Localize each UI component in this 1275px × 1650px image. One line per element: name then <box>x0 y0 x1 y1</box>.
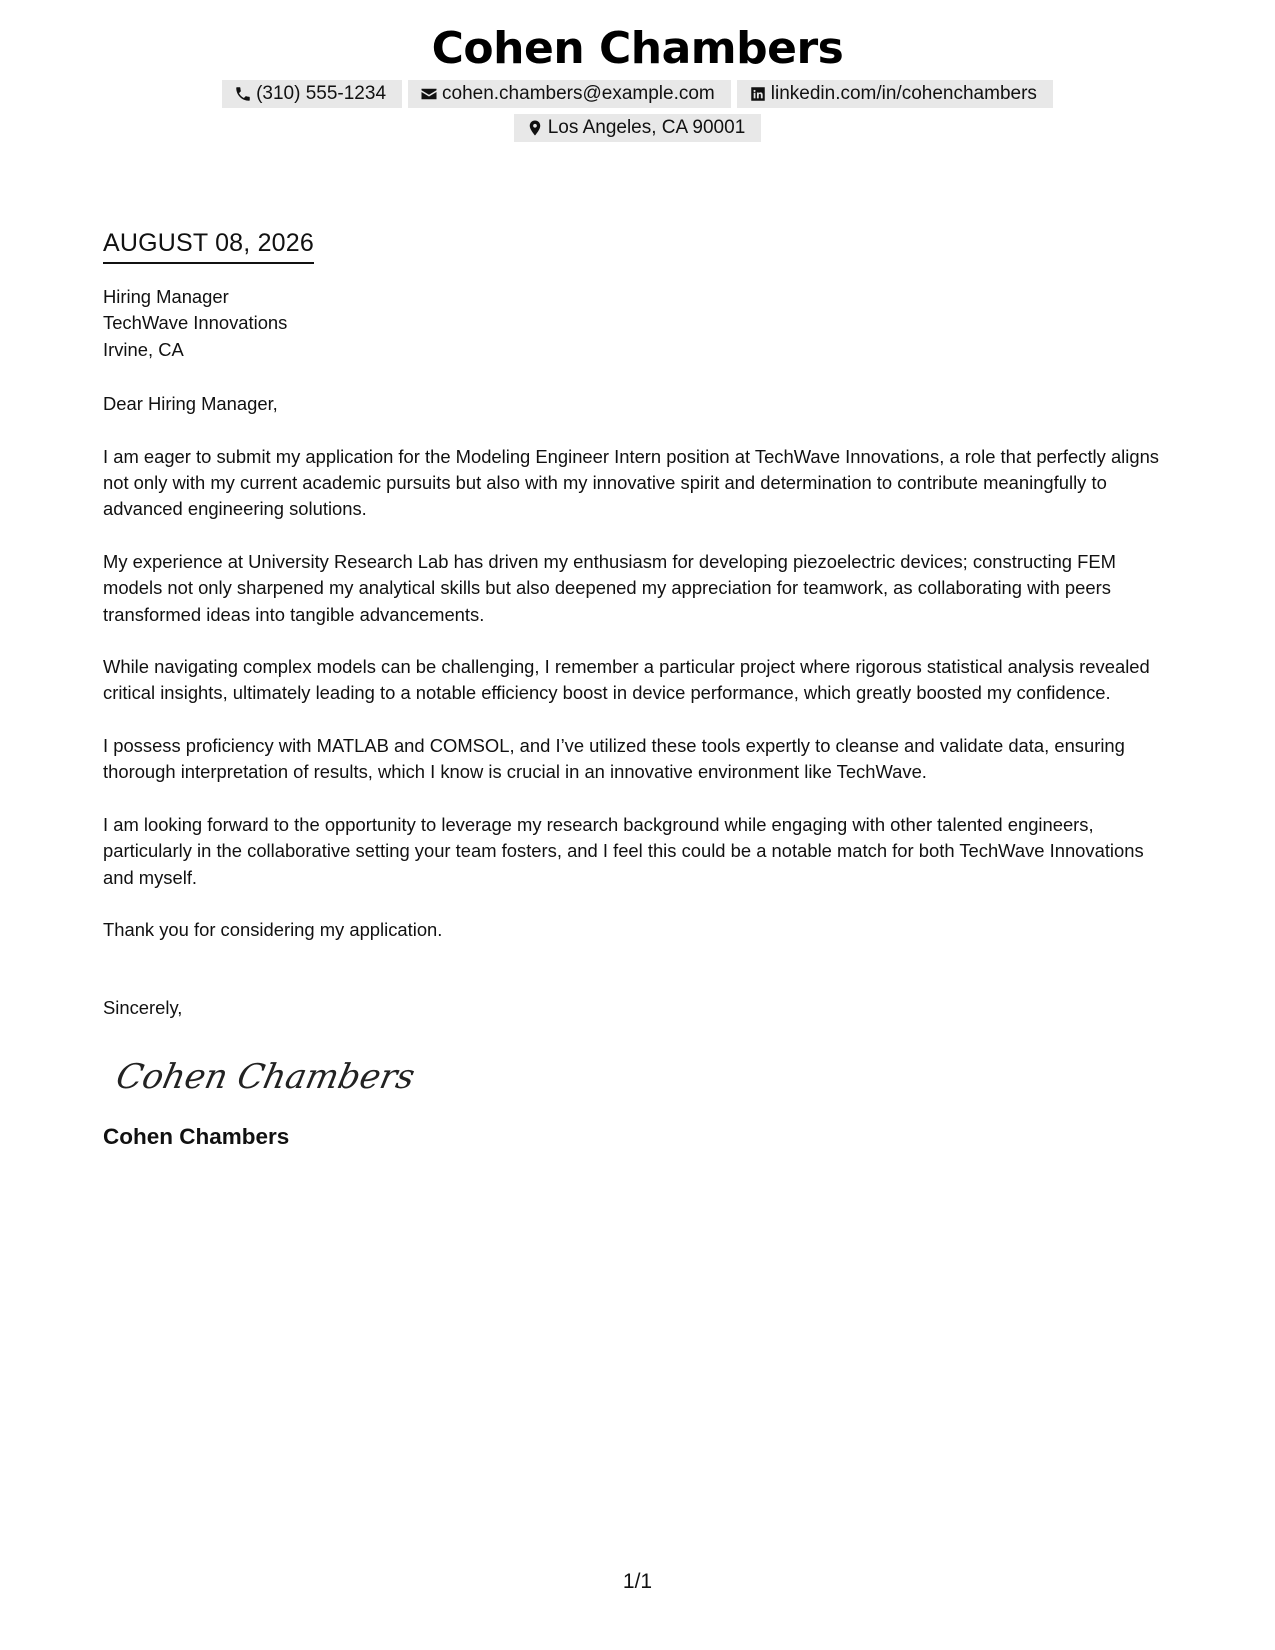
applicant-name: Cohen Chambers <box>431 23 844 74</box>
paragraph-2: My experience at University Research Lab has driven my enthusiasm for developing piezoelectric devices; constructing FEM models not only sharpened my analytical skills but also deepened my appreciation for teamwork, as collaborating with peers transformed ideas into tangible advancements. <box>103 550 1116 625</box>
paragraph-5: I am looking forward to the opportunity to leverage my research background while engaging with other talented engineers, particularly in the collaborative setting your team fosters, and I feel this could be a notable match for both TechWave Innovations and myself. <box>103 813 1144 888</box>
linkedin-icon <box>749 85 767 103</box>
recipient-company: TechWave Innovations <box>103 312 288 334</box>
map-marker-icon <box>526 119 544 137</box>
location-text: Los Angeles, CA 90001 <box>547 117 746 138</box>
closing: Sincerely, <box>103 997 183 1019</box>
linkedin-chip[interactable] <box>737 80 1053 108</box>
phone-text: (310) 555-1234 <box>256 83 387 104</box>
paragraph-4: I possess proficiency with MATLAB and COMSOL, and I’ve utilized these tools expertly to cleanse and validate data, ensuring thorough interpretation of results, which I know is crucial in an innovative environment like TechWave. <box>103 734 1125 783</box>
recipient-block <box>103 284 1173 363</box>
linkedin-text: linkedin.com/in/cohenchambers <box>770 83 1037 104</box>
letter-body <box>103 226 1173 1152</box>
envelope-icon <box>420 85 438 103</box>
phone-icon <box>234 85 252 103</box>
signature-script: Cohen Chambers <box>112 1057 419 1097</box>
paragraph-6: Thank you for considering my application. <box>103 918 443 940</box>
recipient-title: Hiring Manager <box>103 286 229 307</box>
phone-chip[interactable] <box>222 80 402 108</box>
handwritten-signature <box>111 1048 419 1104</box>
signature-image <box>111 1048 419 1104</box>
letter-header <box>0 22 1275 142</box>
recipient-location: Irvine, CA <box>103 338 184 360</box>
salutation: Dear Hiring Manager, <box>103 393 278 415</box>
page-number: 1/1 <box>622 1570 653 1593</box>
email-chip[interactable] <box>408 80 731 108</box>
paragraph-1: I am eager to submit my application for the Modeling Engineer Intern position at TechWave Innovations, a role that perfectly aligns not only with my current academic pursuits but also with my innovative spirit and determination to contribute meaningfully to advanced engineering solutions. <box>103 445 1159 520</box>
contact-bar <box>208 80 1068 142</box>
paragraph-3: While navigating complex models can be challenging, I remember a particular project where rigorous statistical analysis revealed critical insights, ultimately leading to a notable efficiency boost in device performance, which greatly boosted my confidence. <box>103 656 1150 704</box>
letter-date: AUGUST 08, 2026 <box>103 226 314 264</box>
signed-name: Cohen Chambers <box>103 1123 290 1149</box>
email-text: cohen.chambers@example.com <box>442 83 715 104</box>
location-chip <box>514 114 762 142</box>
